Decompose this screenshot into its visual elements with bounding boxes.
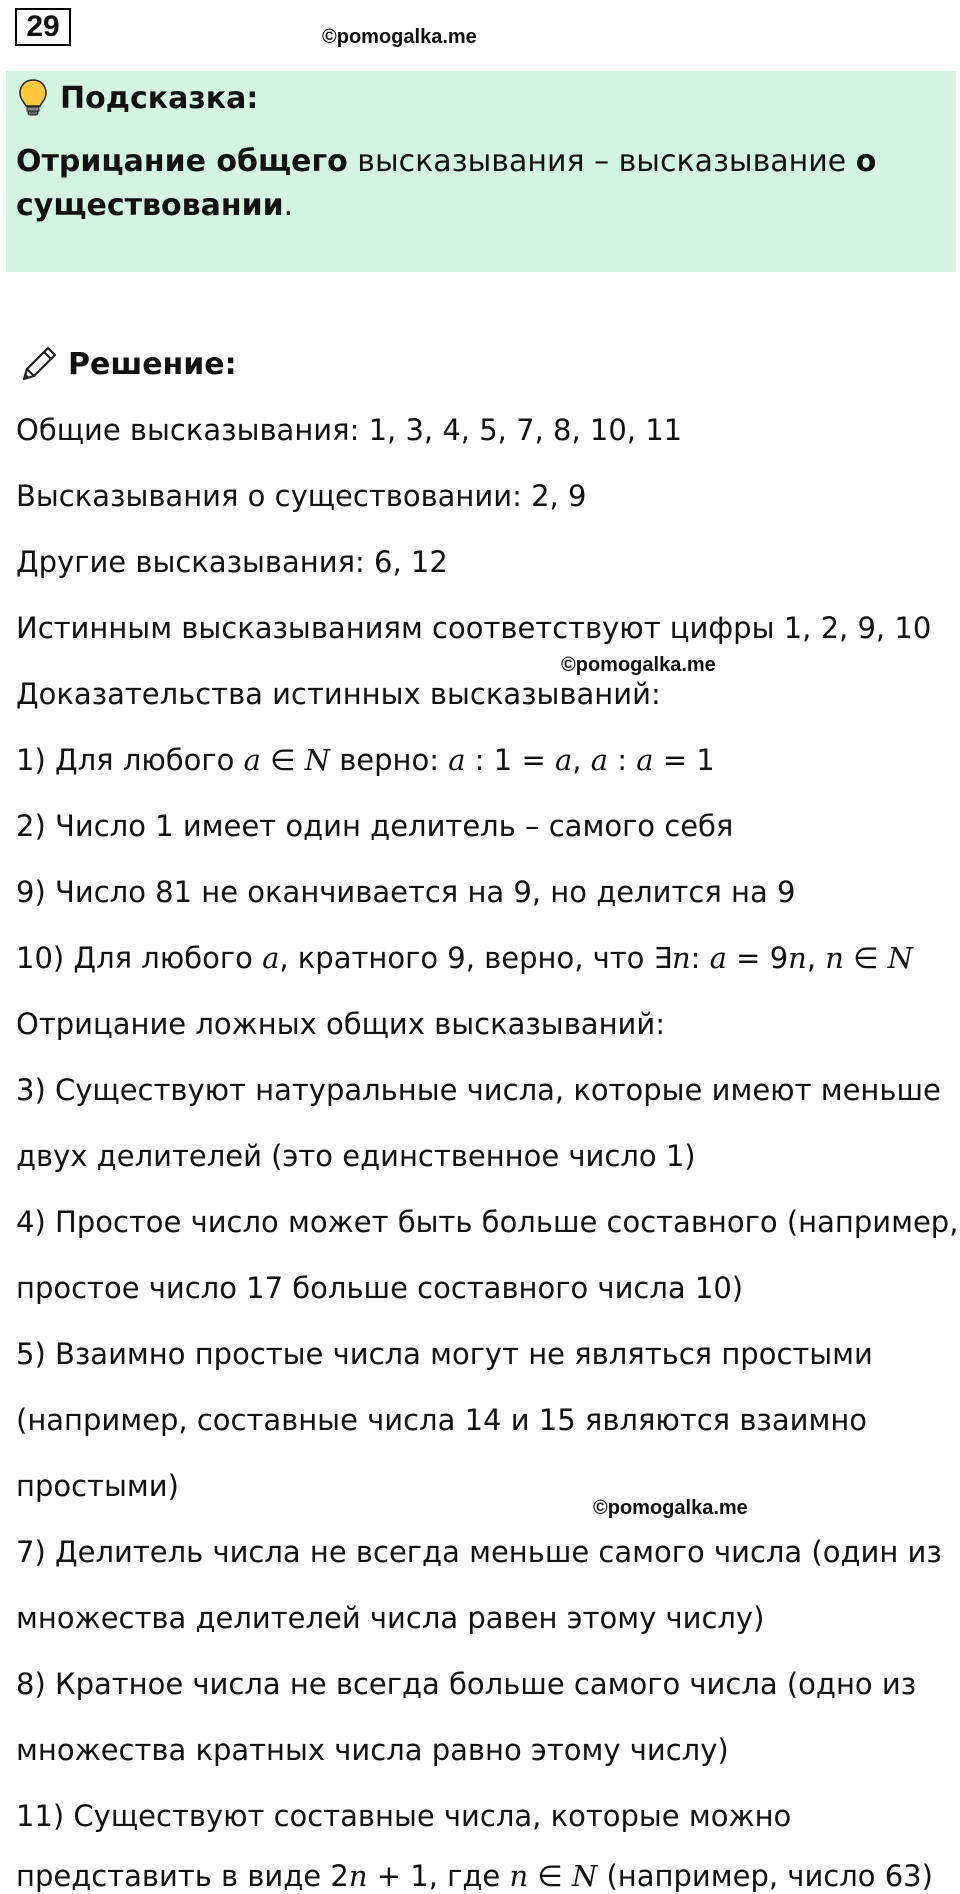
solution-line: Истинным высказываниям соответствуют цифры 1, 2, 9, 10 — [16, 611, 932, 645]
solution-line: 9) Число 81 не оканчивается на 9, но делится на 9 — [16, 875, 796, 909]
watermark-2: ©pomogalka.me — [561, 654, 716, 676]
solution-line: Отрицание ложных общих высказываний: — [16, 1007, 665, 1041]
solution-line: Другие высказывания: 6, 12 — [16, 545, 448, 579]
solution-heading — [18, 343, 237, 385]
solution-line: 2) Число 1 имеет один делитель – самого себя — [16, 809, 734, 843]
solution-line: множества кратных числа равно этому числу) — [16, 1733, 729, 1767]
solution-line: 1) Для любого 𝑎 ∈ 𝑁 верно: 𝑎 : 1 = 𝑎, 𝑎 : 𝑎 = 1 — [16, 743, 715, 777]
solution-line: представить в виде 2𝑛 + 1, где 𝑛 ∈ 𝑁 (например, число 63) — [16, 1859, 933, 1893]
watermark-3: ©pomogalka.me — [593, 1497, 748, 1519]
solution-line: 7) Делитель числа не всегда меньше самого числа (один из — [16, 1535, 942, 1569]
solution-line: 8) Кратное числа не всегда больше самого числа (одно из — [16, 1667, 917, 1701]
pencil-icon — [18, 343, 60, 385]
watermark: ©pomogalka.me — [322, 26, 477, 48]
solution-line: простое число 17 больше составного числа 10) — [16, 1271, 744, 1305]
hint-text: Отрицание общего высказывания – высказывание о существовании. — [16, 144, 877, 223]
hint-heading — [18, 78, 258, 118]
solution-line: Общие высказывания: 1, 3, 4, 5, 7, 8, 10, 11 — [16, 413, 683, 447]
task-number: 29 — [15, 8, 71, 46]
solution-line: Доказательства истинных высказываний: — [16, 677, 661, 711]
solution-line: 5) Взаимно простые числа могут не являться простыми — [16, 1337, 873, 1371]
solution-line: Высказывания о существовании: 2, 9 — [16, 479, 587, 513]
solution-line: 11) Существуют составные числа, которые можно — [16, 1799, 792, 1833]
solution-line: простыми) — [16, 1469, 179, 1503]
hint-title: Подсказка: — [60, 80, 259, 116]
solution-line: двух делителей (это единственное число 1) — [16, 1139, 696, 1173]
solution-line: 3) Существуют натуральные числа, которые имеют меньше — [16, 1073, 941, 1107]
solution-line: (например, составные числа 14 и 15 являются взаимно — [16, 1403, 868, 1437]
lightbulb-icon — [18, 78, 48, 118]
solution-line: 10) Для любого 𝑎, кратного 9, верно, что ∃𝑛: 𝑎 = 9𝑛, 𝑛 ∈ 𝑁 — [16, 941, 914, 975]
solution-line: 4) Простое число может быть больше составного (например, — [16, 1205, 959, 1239]
solution-line: множества делителей числа равен этому числу) — [16, 1601, 765, 1635]
solution-title: Решение: — [68, 346, 237, 382]
